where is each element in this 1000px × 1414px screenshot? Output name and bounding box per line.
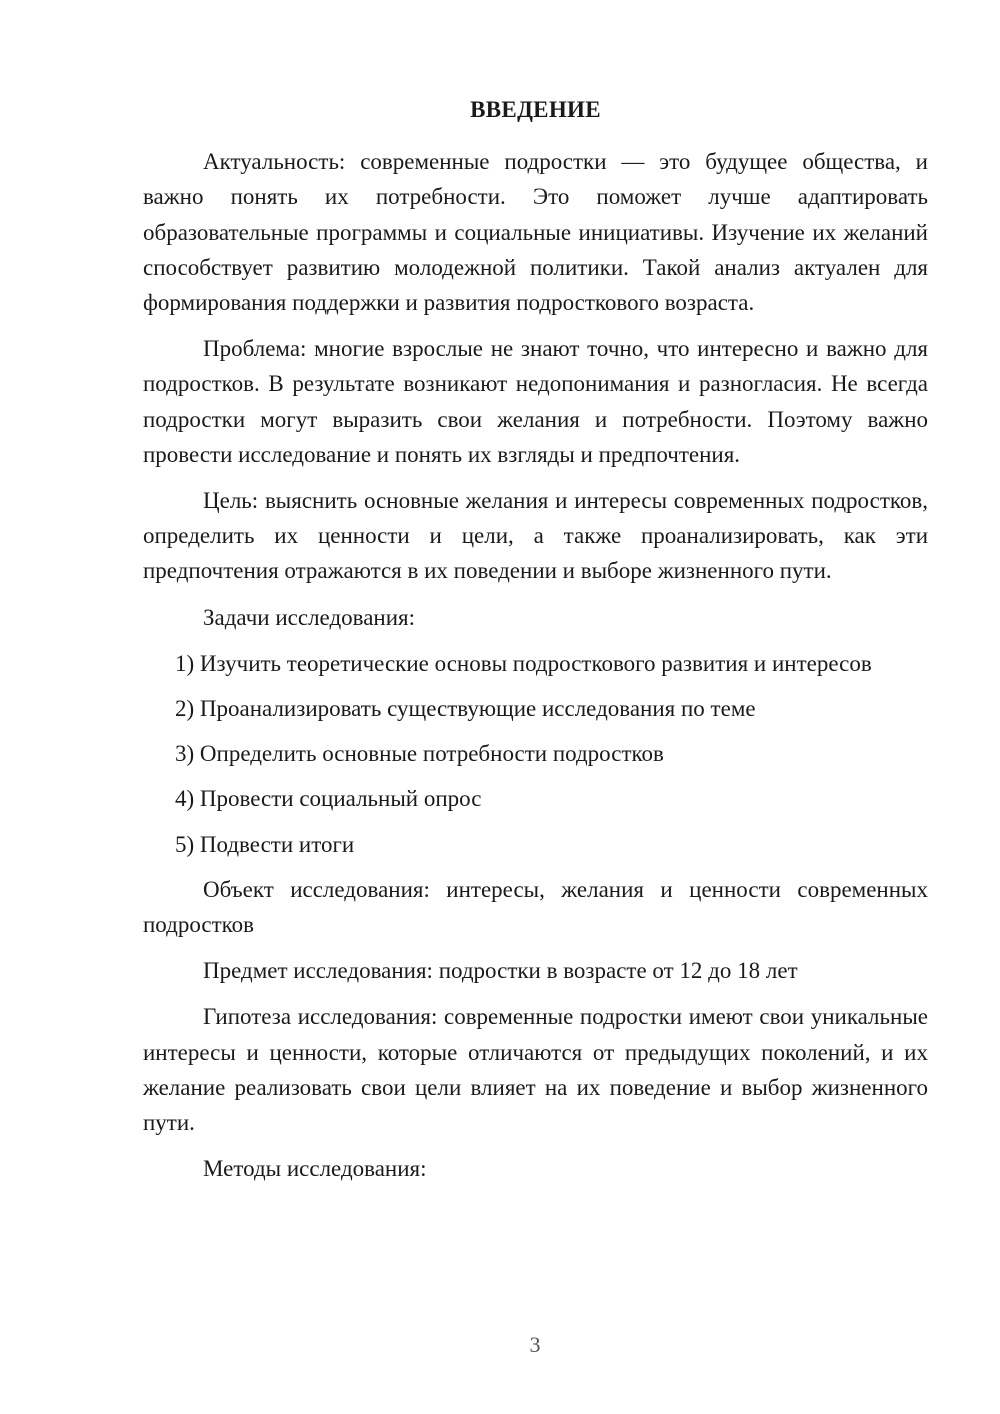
section-heading: ВВЕДЕНИЕ xyxy=(470,97,601,122)
list-item: 1) Изучить теоретические основы подросткового развития и интересов xyxy=(175,650,872,676)
list-item: 5) Подвести итоги xyxy=(175,831,355,857)
hypothesis-paragraph: Гипотеза исследования: современные подростки имеют свои уникальные интересы и ценности, которые отличаются от предыдущих поколений, и их желание реализовать свои цели влияет на их поведение и выбор жизненного пути. xyxy=(143,1004,928,1136)
list-item: 4) Провести социальный опрос xyxy=(175,786,482,812)
object-paragraph: Объект исследования: интересы, желания и ценности современных подростков xyxy=(143,876,928,938)
list-item: 3) Определить основные потребности подростков xyxy=(175,741,664,767)
list-item: 2) Проанализировать существующие исследования по теме xyxy=(175,696,756,722)
relevance-paragraph: Актуальность: современные подростки — это будущее общества, и важно понять их потребности. Это поможет лучше адаптировать образовательные программы и социальные инициативы. Изучение их желаний способствует развитию молодежной политики. Такой анализ актуален для формирования поддержки и развития подросткового возраста. xyxy=(143,149,928,316)
subject-paragraph: Предмет исследования: подростки в возрасте от 12 до 18 лет xyxy=(203,958,798,984)
goal-paragraph: Цель: выяснить основные желания и интересы современных подростков, определить их ценности и цели, а также проанализировать, как эти предпочтения отражаются в их поведении и выборе жизненного пути. xyxy=(143,488,928,584)
tasks-list xyxy=(143,646,928,862)
tasks-heading: Задачи исследования: xyxy=(203,604,416,630)
problem-paragraph: Проблема: многие взрослые не знают точно, что интересно и важно для подростков. В результате возникают недопонимания и разногласия. Не всегда подростки могут выразить свои желания и потребности. Поэтому важно провести исследование и понять их взгляды и предпочтения. xyxy=(143,336,928,467)
page-number: 3 xyxy=(529,1332,541,1357)
methods-paragraph: Методы исследования: xyxy=(203,1156,427,1182)
document-page xyxy=(143,92,928,1197)
